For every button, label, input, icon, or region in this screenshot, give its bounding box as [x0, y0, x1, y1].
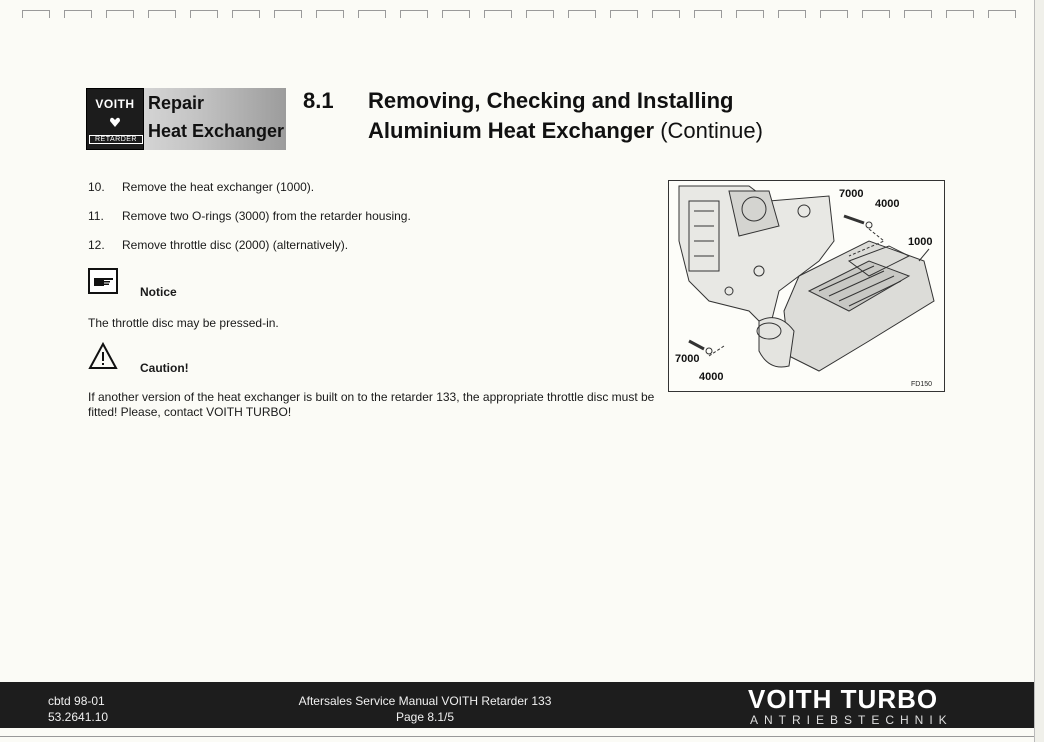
binder-holes — [22, 10, 1032, 24]
section-title-continue: (Continue) — [660, 118, 763, 143]
page-footer — [0, 682, 1034, 728]
figure-code: FD150 — [910, 381, 932, 388]
warning-triangle-icon — [88, 342, 118, 370]
notice-text: The throttle disc may be pressed-in. — [88, 316, 279, 330]
step-text: Remove throttle disc (2000) (alternatively). — [122, 238, 349, 252]
footer-doc-code: cbtd 98-01 — [48, 694, 105, 708]
figure-label-7000-bottom: 7000 — [675, 353, 700, 365]
step-number: 10. — [88, 180, 105, 194]
voith-turbo-logo: VOITH TURBO — [748, 684, 939, 714]
section-title-line1: Removing, Checking and Installing — [368, 88, 734, 113]
voith-retarder-logo — [86, 88, 144, 150]
step-number: 12. — [88, 238, 105, 252]
page-edge — [1034, 0, 1044, 742]
footer-doc-number: 53.2641.10 — [48, 710, 109, 724]
caution-label: Caution! — [140, 361, 189, 375]
figure-label-7000-top: 7000 — [839, 188, 864, 200]
footer-page-number: Page 8.1/5 — [395, 710, 455, 724]
logo-heart-icon — [109, 116, 121, 128]
step-text: Remove the heat exchanger (1000). — [122, 180, 315, 194]
footer-manual-title: Aftersales Service Manual VOITH Retarder 133 — [298, 694, 552, 708]
step-10 — [88, 180, 314, 194]
section-number: 8.1 — [303, 88, 334, 113]
badge-heat-exchanger-label: Heat Exchanger — [148, 121, 285, 141]
voith-turbo-tagline: ANTRIEBSTECHNIK — [750, 713, 953, 727]
caution-text: If another version of the heat exchanger is built on to the retarder 133, the appropriate throttle disc must be fitted! Please, contact VOITH TURBO! — [88, 390, 655, 419]
section-title-main: Aluminium Heat Exchanger — [368, 118, 655, 143]
step-11 — [88, 209, 411, 223]
figure-label-1000: 1000 — [908, 236, 933, 248]
badge-repair-label: Repair — [148, 93, 205, 113]
figure-label-4000-top: 4000 — [875, 198, 900, 210]
heat-exchanger-figure — [668, 180, 945, 392]
step-text: Remove two O-rings (3000) from the retarder housing. — [122, 209, 411, 223]
step-12 — [88, 238, 348, 252]
heat-exchanger-drawing — [669, 181, 944, 391]
notice-label: Notice — [140, 285, 177, 299]
pointing-hand-icon — [88, 268, 118, 294]
section-title-line2 — [368, 118, 763, 144]
step-number: 11. — [88, 209, 104, 223]
logo-subtext: RETARDER — [89, 135, 143, 144]
figure-label-4000-bottom: 4000 — [699, 371, 724, 383]
logo-text: VOITH — [95, 97, 135, 111]
page-bottom-rule — [0, 736, 1034, 737]
